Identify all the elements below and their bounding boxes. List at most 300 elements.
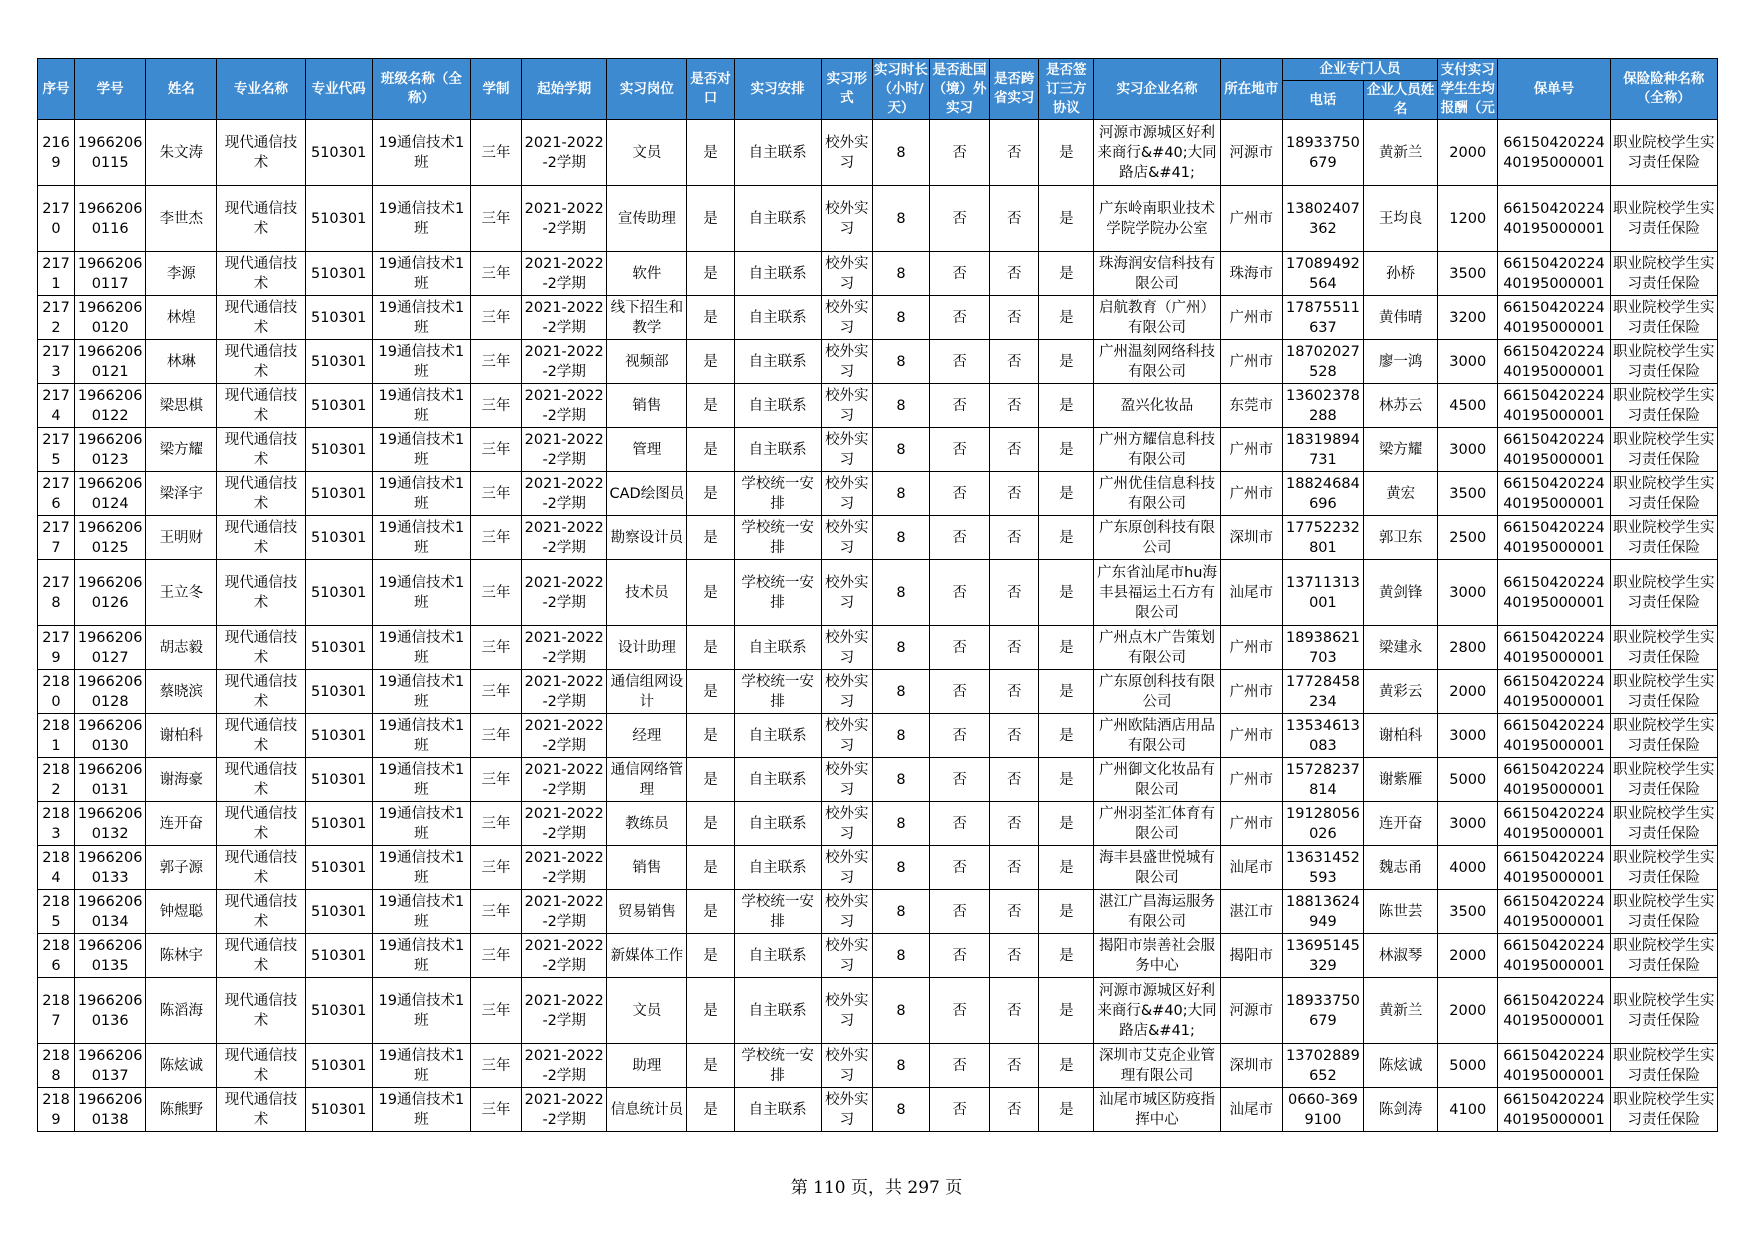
header-hours: 实习时长（小时/天）: [872, 59, 929, 120]
cell-contact-name: 梁方耀: [1364, 428, 1438, 472]
cell-cross-province: 否: [990, 846, 1039, 890]
cell-major-code: 510301: [305, 758, 372, 802]
cell-class-name: 19通信技术1班: [372, 670, 470, 714]
cell-major: 现代通信技术: [217, 516, 305, 560]
cell-position: 技术员: [607, 560, 687, 626]
cell-name: 陈熊野: [146, 1088, 217, 1132]
cell-start-term: 2021-2022-2学期: [522, 340, 607, 384]
cell-contact-name: 黄新兰: [1364, 120, 1438, 186]
cell-contact-name: 陈世芸: [1364, 890, 1438, 934]
cell-contact-name: 郭卫东: [1364, 516, 1438, 560]
cell-cross-province: 否: [990, 340, 1039, 384]
cell-major-code: 510301: [305, 560, 372, 626]
cell-years: 三年: [470, 472, 521, 516]
header-start-term: 起始学期: [522, 59, 607, 120]
cell-pay: 1200: [1438, 186, 1498, 252]
header-phone: 电话: [1282, 81, 1363, 120]
cell-position: 线下招生和教学: [607, 296, 687, 340]
cell-form: 校外实习: [821, 340, 872, 384]
cell-name: 梁泽宇: [146, 472, 217, 516]
cell-company: 河源市源城区好利来商行&#40;大同路店&#41;: [1094, 120, 1220, 186]
cell-form: 校外实习: [821, 978, 872, 1044]
header-seq: 序号: [38, 59, 75, 120]
cell-tripartite: 是: [1039, 626, 1094, 670]
cell-insurance: 职业院校学生实习责任保险: [1610, 1044, 1717, 1088]
cell-arrangement: 自主联系: [734, 186, 821, 252]
cell-matched: 是: [687, 120, 734, 186]
cell-phone: 13802407362: [1282, 186, 1363, 252]
cell-name: 陈林宇: [146, 934, 217, 978]
cell-class-name: 19通信技术1班: [372, 890, 470, 934]
header-years: 学制: [470, 59, 521, 120]
cell-major-code: 510301: [305, 120, 372, 186]
cell-company: 广东省汕尾市hu海丰县福运土石方有限公司: [1094, 560, 1220, 626]
cell-tripartite: 是: [1039, 1044, 1094, 1088]
cell-abroad: 否: [930, 560, 990, 626]
cell-major-code: 510301: [305, 1088, 372, 1132]
cell-policy-no: 6615042022440195000001: [1498, 1044, 1610, 1088]
cell-insurance: 职业院校学生实习责任保险: [1610, 890, 1717, 934]
cell-major: 现代通信技术: [217, 714, 305, 758]
cell-name: 梁方耀: [146, 428, 217, 472]
cell-hours: 8: [872, 670, 929, 714]
cell-form: 校外实习: [821, 472, 872, 516]
header-insurance: 保险险种名称（全称）: [1610, 59, 1717, 120]
cell-contact-name: 廖一鸿: [1364, 340, 1438, 384]
cell-arrangement: 自主联系: [734, 340, 821, 384]
cell-pay: 2000: [1438, 978, 1498, 1044]
table-row: [38, 296, 1718, 340]
cell-phone: 18813624949: [1282, 890, 1363, 934]
cell-student-id: 19662060130: [75, 714, 146, 758]
table-row: [38, 758, 1718, 802]
cell-policy-no: 6615042022440195000001: [1498, 252, 1610, 296]
cell-student-id: 19662060132: [75, 802, 146, 846]
cell-tripartite: 是: [1039, 934, 1094, 978]
cell-student-id: 19662060128: [75, 670, 146, 714]
cell-name: 胡志毅: [146, 626, 217, 670]
cell-start-term: 2021-2022-2学期: [522, 934, 607, 978]
cell-contact-name: 连开奋: [1364, 802, 1438, 846]
cell-pay: 2000: [1438, 934, 1498, 978]
page-footer: 第 110 页，共 297 页: [790, 1178, 963, 1198]
cell-hours: 8: [872, 758, 929, 802]
cell-major: 现代通信技术: [217, 1088, 305, 1132]
cell-hours: 8: [872, 472, 929, 516]
cell-seq: 2187: [38, 978, 75, 1044]
cell-phone: 13534613083: [1282, 714, 1363, 758]
cell-years: 三年: [470, 1088, 521, 1132]
header-name: 姓名: [146, 59, 217, 120]
cell-insurance: 职业院校学生实习责任保险: [1610, 846, 1717, 890]
cell-cross-province: 否: [990, 296, 1039, 340]
cell-abroad: 否: [930, 978, 990, 1044]
cell-company: 揭阳市崇善社会服务中心: [1094, 934, 1220, 978]
cell-arrangement: 自主联系: [734, 934, 821, 978]
cell-pay: 5000: [1438, 1044, 1498, 1088]
cell-city: 东莞市: [1220, 384, 1282, 428]
cell-insurance: 职业院校学生实习责任保险: [1610, 428, 1717, 472]
cell-form: 校外实习: [821, 516, 872, 560]
cell-phone: 13631452593: [1282, 846, 1363, 890]
cell-phone: 15728237814: [1282, 758, 1363, 802]
table-row: [38, 1044, 1718, 1088]
cell-abroad: 否: [930, 714, 990, 758]
cell-start-term: 2021-2022-2学期: [522, 384, 607, 428]
table-row: [38, 252, 1718, 296]
cell-name: 谢柏科: [146, 714, 217, 758]
cell-company: 启航教育（广州）有限公司: [1094, 296, 1220, 340]
cell-form: 校外实习: [821, 186, 872, 252]
cell-arrangement: 自主联系: [734, 252, 821, 296]
cell-major: 现代通信技术: [217, 626, 305, 670]
cell-class-name: 19通信技术1班: [372, 1088, 470, 1132]
cell-phone: 17875511637: [1282, 296, 1363, 340]
cell-contact-name: 陈剑涛: [1364, 1088, 1438, 1132]
cell-major: 现代通信技术: [217, 384, 305, 428]
cell-company: 广州优佳信息科技有限公司: [1094, 472, 1220, 516]
cell-insurance: 职业院校学生实习责任保险: [1610, 384, 1717, 428]
cell-hours: 8: [872, 428, 929, 472]
cell-position: 经理: [607, 714, 687, 758]
cell-cross-province: 否: [990, 626, 1039, 670]
cell-city: 揭阳市: [1220, 934, 1282, 978]
cell-pay: 3000: [1438, 428, 1498, 472]
cell-seq: 2172: [38, 296, 75, 340]
cell-years: 三年: [470, 802, 521, 846]
cell-form: 校外实习: [821, 384, 872, 428]
cell-pay: 3000: [1438, 802, 1498, 846]
cell-major-code: 510301: [305, 296, 372, 340]
table-row: [38, 626, 1718, 670]
cell-major-code: 510301: [305, 186, 372, 252]
cell-insurance: 职业院校学生实习责任保险: [1610, 758, 1717, 802]
cell-major-code: 510301: [305, 846, 372, 890]
cell-name: 郭子源: [146, 846, 217, 890]
cell-abroad: 否: [930, 934, 990, 978]
cell-city: 广州市: [1220, 428, 1282, 472]
cell-hours: 8: [872, 802, 929, 846]
header-cross-province: 是否跨省实习: [990, 59, 1039, 120]
cell-tripartite: 是: [1039, 516, 1094, 560]
cell-policy-no: 6615042022440195000001: [1498, 890, 1610, 934]
cell-start-term: 2021-2022-2学期: [522, 428, 607, 472]
cell-form: 校外实习: [821, 252, 872, 296]
cell-seq: 2186: [38, 934, 75, 978]
cell-form: 校外实习: [821, 1088, 872, 1132]
cell-arrangement: 学校统一安排: [734, 670, 821, 714]
table-row: [38, 802, 1718, 846]
cell-position: 文员: [607, 978, 687, 1044]
cell-contact-name: 谢紫雁: [1364, 758, 1438, 802]
cell-contact-name: 黄剑锋: [1364, 560, 1438, 626]
cell-student-id: 19662060137: [75, 1044, 146, 1088]
cell-insurance: 职业院校学生实习责任保险: [1610, 934, 1717, 978]
cell-major: 现代通信技术: [217, 252, 305, 296]
cell-city: 广州市: [1220, 340, 1282, 384]
cell-name: 钟煜聪: [146, 890, 217, 934]
cell-abroad: 否: [930, 516, 990, 560]
cell-company: 河源市源城区好利来商行&#40;大同路店&#41;: [1094, 978, 1220, 1044]
cell-start-term: 2021-2022-2学期: [522, 758, 607, 802]
cell-name: 林煌: [146, 296, 217, 340]
cell-city: 深圳市: [1220, 1044, 1282, 1088]
cell-major: 现代通信技术: [217, 120, 305, 186]
cell-class-name: 19通信技术1班: [372, 516, 470, 560]
header-contact-name: 企业人员姓名: [1364, 81, 1438, 120]
cell-class-name: 19通信技术1班: [372, 560, 470, 626]
cell-phone: 13702889652: [1282, 1044, 1363, 1088]
cell-phone: 17728458234: [1282, 670, 1363, 714]
cell-matched: 是: [687, 670, 734, 714]
cell-matched: 是: [687, 1088, 734, 1132]
cell-abroad: 否: [930, 252, 990, 296]
cell-major-code: 510301: [305, 934, 372, 978]
cell-hours: 8: [872, 1044, 929, 1088]
cell-start-term: 2021-2022-2学期: [522, 120, 607, 186]
cell-class-name: 19通信技术1班: [372, 934, 470, 978]
internship-table: [37, 58, 1718, 1132]
cell-insurance: 职业院校学生实习责任保险: [1610, 252, 1717, 296]
cell-class-name: 19通信技术1班: [372, 846, 470, 890]
cell-city: 广州市: [1220, 670, 1282, 714]
cell-position: 管理: [607, 428, 687, 472]
cell-matched: 是: [687, 934, 734, 978]
table-row: [38, 428, 1718, 472]
cell-years: 三年: [470, 384, 521, 428]
cell-company: 广州方耀信息科技有限公司: [1094, 428, 1220, 472]
cell-student-id: 19662060126: [75, 560, 146, 626]
cell-policy-no: 6615042022440195000001: [1498, 978, 1610, 1044]
header-city: 所在地市: [1220, 59, 1282, 120]
cell-form: 校外实习: [821, 560, 872, 626]
table-row: [38, 934, 1718, 978]
cell-city: 广州市: [1220, 472, 1282, 516]
cell-cross-province: 否: [990, 670, 1039, 714]
cell-class-name: 19通信技术1班: [372, 296, 470, 340]
cell-city: 广州市: [1220, 758, 1282, 802]
cell-contact-name: 陈炫诚: [1364, 1044, 1438, 1088]
cell-name: 梁思棋: [146, 384, 217, 428]
cell-position: 信息统计员: [607, 1088, 687, 1132]
cell-phone: 0660-3699100: [1282, 1088, 1363, 1132]
cell-company: 珠海润安信科技有限公司: [1094, 252, 1220, 296]
cell-major-code: 510301: [305, 1044, 372, 1088]
cell-matched: 是: [687, 1044, 734, 1088]
cell-start-term: 2021-2022-2学期: [522, 252, 607, 296]
cell-major: 现代通信技术: [217, 1044, 305, 1088]
cell-seq: 2173: [38, 340, 75, 384]
cell-company: 海丰县盛世悦城有限公司: [1094, 846, 1220, 890]
cell-arrangement: 自主联系: [734, 120, 821, 186]
cell-phone: 17752232801: [1282, 516, 1363, 560]
cell-policy-no: 6615042022440195000001: [1498, 846, 1610, 890]
cell-company: 广州点木广告策划有限公司: [1094, 626, 1220, 670]
header-student-id: 学号: [75, 59, 146, 120]
table-row: [38, 846, 1718, 890]
cell-pay: 2800: [1438, 626, 1498, 670]
cell-position: 视频部: [607, 340, 687, 384]
cell-policy-no: 6615042022440195000001: [1498, 934, 1610, 978]
cell-tripartite: 是: [1039, 978, 1094, 1044]
cell-major-code: 510301: [305, 252, 372, 296]
cell-start-term: 2021-2022-2学期: [522, 186, 607, 252]
header-abroad: 是否赴国（境）外实习: [930, 59, 990, 120]
cell-city: 汕尾市: [1220, 560, 1282, 626]
cell-company: 广东原创科技有限公司: [1094, 516, 1220, 560]
cell-seq: 2185: [38, 890, 75, 934]
cell-arrangement: 自主联系: [734, 802, 821, 846]
cell-seq: 2181: [38, 714, 75, 758]
cell-phone: 19128056026: [1282, 802, 1363, 846]
cell-major-code: 510301: [305, 472, 372, 516]
cell-phone: 18702027528: [1282, 340, 1363, 384]
cell-hours: 8: [872, 626, 929, 670]
cell-pay: 2000: [1438, 670, 1498, 714]
cell-insurance: 职业院校学生实习责任保险: [1610, 626, 1717, 670]
cell-seq: 2184: [38, 846, 75, 890]
cell-insurance: 职业院校学生实习责任保险: [1610, 560, 1717, 626]
cell-pay: 2500: [1438, 516, 1498, 560]
cell-cross-province: 否: [990, 120, 1039, 186]
cell-years: 三年: [470, 560, 521, 626]
cell-major-code: 510301: [305, 978, 372, 1044]
header-arrangement: 实习安排: [734, 59, 821, 120]
cell-arrangement: 自主联系: [734, 384, 821, 428]
cell-start-term: 2021-2022-2学期: [522, 516, 607, 560]
cell-matched: 是: [687, 384, 734, 428]
cell-pay: 3000: [1438, 340, 1498, 384]
cell-name: 王明财: [146, 516, 217, 560]
cell-major: 现代通信技术: [217, 802, 305, 846]
cell-policy-no: 6615042022440195000001: [1498, 120, 1610, 186]
cell-company: 广东原创科技有限公司: [1094, 670, 1220, 714]
cell-form: 校外实习: [821, 296, 872, 340]
table-row: [38, 340, 1718, 384]
cell-hours: 8: [872, 186, 929, 252]
cell-cross-province: 否: [990, 252, 1039, 296]
cell-years: 三年: [470, 296, 521, 340]
cell-phone: 13695145329: [1282, 934, 1363, 978]
cell-policy-no: 6615042022440195000001: [1498, 340, 1610, 384]
cell-start-term: 2021-2022-2学期: [522, 978, 607, 1044]
cell-student-id: 19662060120: [75, 296, 146, 340]
cell-policy-no: 6615042022440195000001: [1498, 802, 1610, 846]
cell-pay: 3500: [1438, 472, 1498, 516]
cell-cross-province: 否: [990, 714, 1039, 758]
cell-position: 教练员: [607, 802, 687, 846]
cell-abroad: 否: [930, 186, 990, 252]
cell-tripartite: 是: [1039, 890, 1094, 934]
cell-class-name: 19通信技术1班: [372, 626, 470, 670]
cell-matched: 是: [687, 252, 734, 296]
cell-abroad: 否: [930, 296, 990, 340]
cell-start-term: 2021-2022-2学期: [522, 1088, 607, 1132]
cell-phone: 18933750679: [1282, 120, 1363, 186]
cell-start-term: 2021-2022-2学期: [522, 296, 607, 340]
cell-class-name: 19通信技术1班: [372, 252, 470, 296]
cell-form: 校外实习: [821, 934, 872, 978]
header-major: 专业名称: [217, 59, 305, 120]
cell-arrangement: 自主联系: [734, 626, 821, 670]
cell-name: 林琳: [146, 340, 217, 384]
cell-seq: 2175: [38, 428, 75, 472]
cell-city: 汕尾市: [1220, 1088, 1282, 1132]
cell-tripartite: 是: [1039, 472, 1094, 516]
header-policy-no: 保单号: [1498, 59, 1610, 120]
cell-matched: 是: [687, 516, 734, 560]
table-row: [38, 560, 1718, 626]
cell-hours: 8: [872, 1088, 929, 1132]
cell-class-name: 19通信技术1班: [372, 758, 470, 802]
header-company: 实习企业名称: [1094, 59, 1220, 120]
cell-position: 软件: [607, 252, 687, 296]
header-form: 实习形式: [821, 59, 872, 120]
cell-class-name: 19通信技术1班: [372, 120, 470, 186]
cell-seq: 2171: [38, 252, 75, 296]
cell-policy-no: 6615042022440195000001: [1498, 714, 1610, 758]
cell-seq: 2177: [38, 516, 75, 560]
cell-city: 珠海市: [1220, 252, 1282, 296]
cell-years: 三年: [470, 252, 521, 296]
cell-pay: 2000: [1438, 120, 1498, 186]
cell-seq: 2189: [38, 1088, 75, 1132]
cell-years: 三年: [470, 890, 521, 934]
cell-seq: 2178: [38, 560, 75, 626]
cell-insurance: 职业院校学生实习责任保险: [1610, 802, 1717, 846]
cell-years: 三年: [470, 670, 521, 714]
cell-abroad: 否: [930, 846, 990, 890]
cell-major: 现代通信技术: [217, 758, 305, 802]
cell-class-name: 19通信技术1班: [372, 714, 470, 758]
cell-hours: 8: [872, 384, 929, 428]
cell-insurance: 职业院校学生实习责任保险: [1610, 714, 1717, 758]
cell-years: 三年: [470, 120, 521, 186]
cell-major: 现代通信技术: [217, 890, 305, 934]
cell-class-name: 19通信技术1班: [372, 384, 470, 428]
cell-matched: 是: [687, 296, 734, 340]
cell-arrangement: 学校统一安排: [734, 560, 821, 626]
cell-major-code: 510301: [305, 384, 372, 428]
cell-position: 宣传助理: [607, 186, 687, 252]
cell-student-id: 19662060136: [75, 978, 146, 1044]
cell-form: 校外实习: [821, 758, 872, 802]
cell-matched: 是: [687, 758, 734, 802]
cell-seq: 2174: [38, 384, 75, 428]
cell-student-id: 19662060125: [75, 516, 146, 560]
table-row: [38, 890, 1718, 934]
cell-name: 李世杰: [146, 186, 217, 252]
cell-student-id: 19662060116: [75, 186, 146, 252]
cell-insurance: 职业院校学生实习责任保险: [1610, 296, 1717, 340]
cell-company: 广州羽荃汇体育有限公司: [1094, 802, 1220, 846]
cell-major-code: 510301: [305, 670, 372, 714]
cell-insurance: 职业院校学生实习责任保险: [1610, 186, 1717, 252]
cell-contact-name: 梁建永: [1364, 626, 1438, 670]
cell-hours: 8: [872, 846, 929, 890]
cell-city: 广州市: [1220, 714, 1282, 758]
cell-major-code: 510301: [305, 802, 372, 846]
cell-contact-name: 谢柏科: [1364, 714, 1438, 758]
cell-cross-province: 否: [990, 978, 1039, 1044]
cell-city: 河源市: [1220, 120, 1282, 186]
cell-insurance: 职业院校学生实习责任保险: [1610, 340, 1717, 384]
cell-company: 广州御文化妆品有限公司: [1094, 758, 1220, 802]
cell-seq: 2169: [38, 120, 75, 186]
cell-major-code: 510301: [305, 428, 372, 472]
cell-company: 盈兴化妆品: [1094, 384, 1220, 428]
cell-major: 现代通信技术: [217, 978, 305, 1044]
